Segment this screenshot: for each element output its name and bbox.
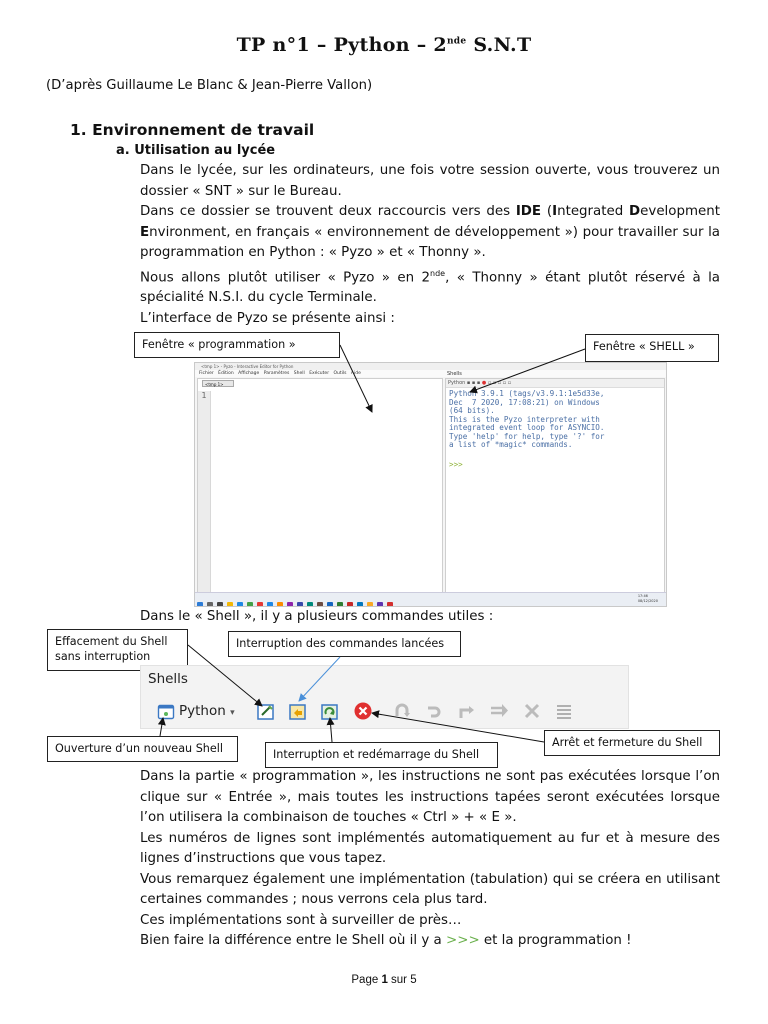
page-title: TP n°1 – Python – 2nde S.N.T <box>236 34 532 56</box>
shells-pane-title: Shells <box>447 371 462 377</box>
callout-clear-shell: Effacement du Shell sans interruption <box>47 629 188 671</box>
callout-shell: Fenêtre « SHELL » <box>585 334 719 362</box>
page-number: Page 1 sur 5 <box>351 974 417 986</box>
paragraph: Les numéros de lignes sont implémentés automatiquement au fur et à mesure des lignes d’instructions que vous tapez. <box>140 830 720 866</box>
callout-programmation: Fenêtre « programmation » <box>134 332 340 358</box>
callout-new-shell: Ouverture d’un nouveau Shell <box>47 736 238 762</box>
explanation-paragraphs <box>140 767 720 952</box>
menu-bar: Fichier Édition Affichage Paramètres Shell Exécuter Outils Aide <box>195 370 666 377</box>
clock: 17:46 08/12/2020 <box>637 594 658 603</box>
paragraph: Ces implémentations sont à surveiller de près… <box>140 912 462 928</box>
paragraph: L’interface de Pyzo se présente ainsi : <box>140 310 395 326</box>
paragraph: Dans le lycée, sur les ordinateurs, une fois votre session ouverte, vous trouverez un dossier « SNT » sur le Bureau. <box>140 163 720 199</box>
paragraph: Nous allons plutôt utiliser « Pyzo » en 2nde, « Thonny » étant plutôt réservé à la spécialité N.S.I. du cycle Terminale. <box>140 268 720 306</box>
shell-toolbar-mini: Python ▪ ▪ ▪ ● ▫ ▫ ▫ ▫ ▫ <box>446 379 664 388</box>
paragraph: Dans la partie « programmation », les instructions ne sont pas exécutées lorsque l’on clique sur « Entrée », mais toutes les instructions tapées seront exécutées lorsque l’on utilisera la combinaison de touches « Ctrl » + « E ». <box>140 769 720 825</box>
chevron-down-icon: ▾ <box>230 708 235 718</box>
callout-restart: Interruption et redémarrage du Shell <box>265 742 498 768</box>
credit-line: (D’après Guillaume Le Blanc & Jean-Pierre Vallon) <box>46 78 373 93</box>
paragraph: Bien faire la différence entre le Shell où il y a >>> et la programmation ! <box>140 933 632 948</box>
editor-tab[interactable]: <tmp 1> <box>202 380 234 387</box>
subsection-heading: a. Utilisation au lycée <box>116 143 276 158</box>
python-shell-select[interactable]: Python ▾ <box>179 703 235 719</box>
callout-interrupt: Interruption des commandes lancées <box>228 631 461 657</box>
shell-output: Python 3.9.1 (tags/v3.9.1:1e5d33e, Dec 7 2020, 17:08:21) on Windows (64 bits). This is the Pyzo interpreter with integrated event loop for ASYNCIO. Type 'help' for help, type '?' for a list of *magic* commands. <box>449 389 605 449</box>
shell-prompt: >>> <box>449 459 463 469</box>
shells-intro: Dans le « Shell », il y a plusieurs commandes utiles : <box>140 609 494 624</box>
paragraph: Dans ce dossier se trouvent deux raccourcis vers des IDE (Integrated Development Environment, en français « environnement de développement ») pour travailler sur la programmation en Python : « Pyzo » et « Thonny ». <box>140 204 720 260</box>
callout-close-shell: Arrêt et fermeture du Shell <box>544 730 720 756</box>
shells-label: Shells <box>148 671 188 687</box>
paragraph: Vous remarquez également une implémentation (tabulation) qui se créera en utilisant certaines commandes ; nous verrons cela plus tard. <box>140 871 720 907</box>
line-number-gutter: 1 <box>198 391 211 593</box>
section-heading: 1. Environnement de travail <box>70 121 315 139</box>
window-title: <tmp 1> - Pyzo - Interactive Editor for Python <box>195 363 666 370</box>
